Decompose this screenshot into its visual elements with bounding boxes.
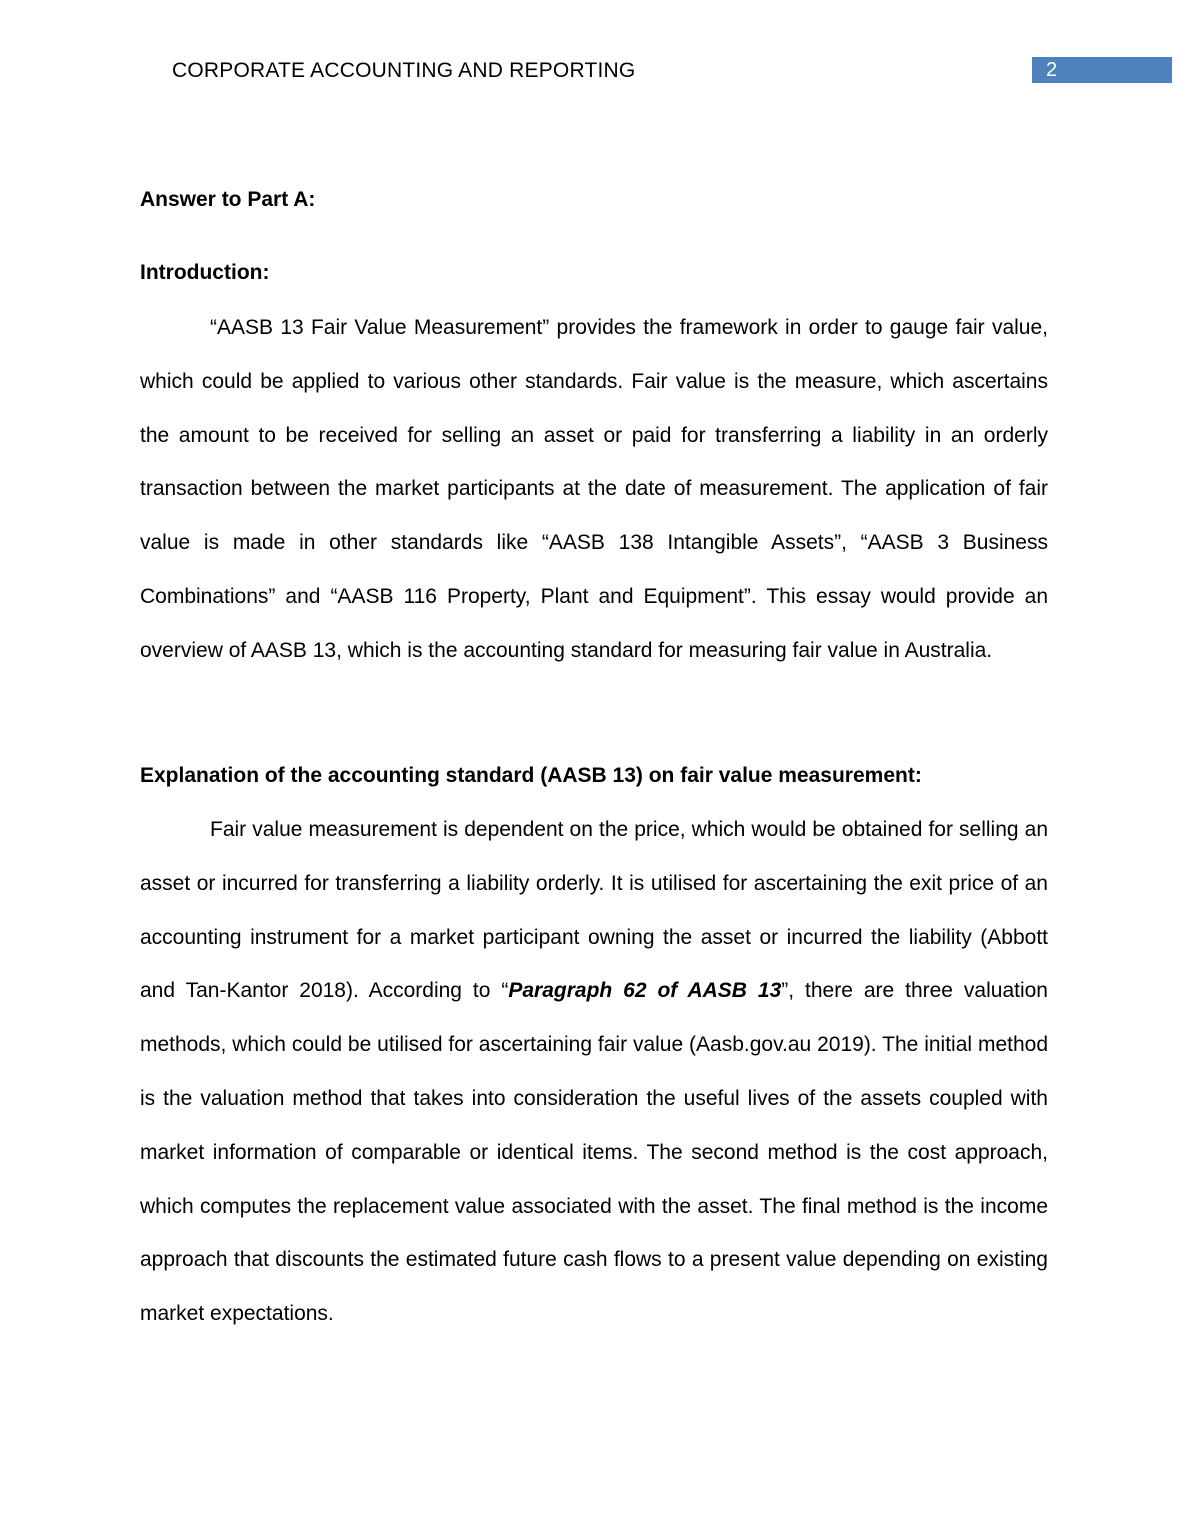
intro-paragraph-text: “AASB 13 Fair Value Measurement” provides the framework in order to gauge fair value, which could be applied to various other standards. Fair value is the measure, which ascertains the amount to be received for selling an asset or paid for transferring a liability in an orderly transaction between the market participants at the date of measurement. The application of fair value is made in other standards like “AASB 138 Intangible Assets”, “AASB 3 Business Combinations” and “AASB 116 Property, Plant and Equipment”. This essay would provide an overview of AASB 13, which is the accounting standard for measuring fair value in Australia. — [140, 316, 1048, 662]
running-header-title: CORPORATE ACCOUNTING AND REPORTING — [172, 59, 636, 82]
explanation-paragraph — [140, 803, 1048, 1341]
page-number-badge — [1032, 57, 1172, 83]
intro-heading: Introduction: — [140, 261, 270, 284]
paragraph-reference-emphasis: Paragraph 62 of AASB 13 — [508, 979, 782, 1003]
part-heading: Answer to Part A: — [140, 188, 316, 211]
explanation-text-after: ”, there are three valuation methods, which could be utilised for ascertaining fair value (Aasb.gov.au 2019). The initial method is the valuation method that takes into consideration the useful lives of the assets coupled with market information of comparable or identical items. The second method is the cost approach, which computes the replacement value associated with the asset. The final method is the income approach that discounts the estimated future cash flows to a present value depending on existing market expectations. — [140, 979, 1048, 1326]
explanation-text-before: Fair value measurement is dependent on the price, which would be obtained for selling an asset or incurred for transferring a liability orderly. It is utilised for ascertaining the exit price of an accounting instrument for a market participant owning the asset or incurred the liability (Abbott and Tan-Kantor 2018). According to “ — [140, 818, 1048, 1003]
intro-paragraph — [140, 301, 1048, 678]
explanation-heading: Explanation of the accounting standard (AASB 13) on fair value measurement: — [140, 764, 922, 787]
page-number: 2 — [1046, 59, 1058, 81]
